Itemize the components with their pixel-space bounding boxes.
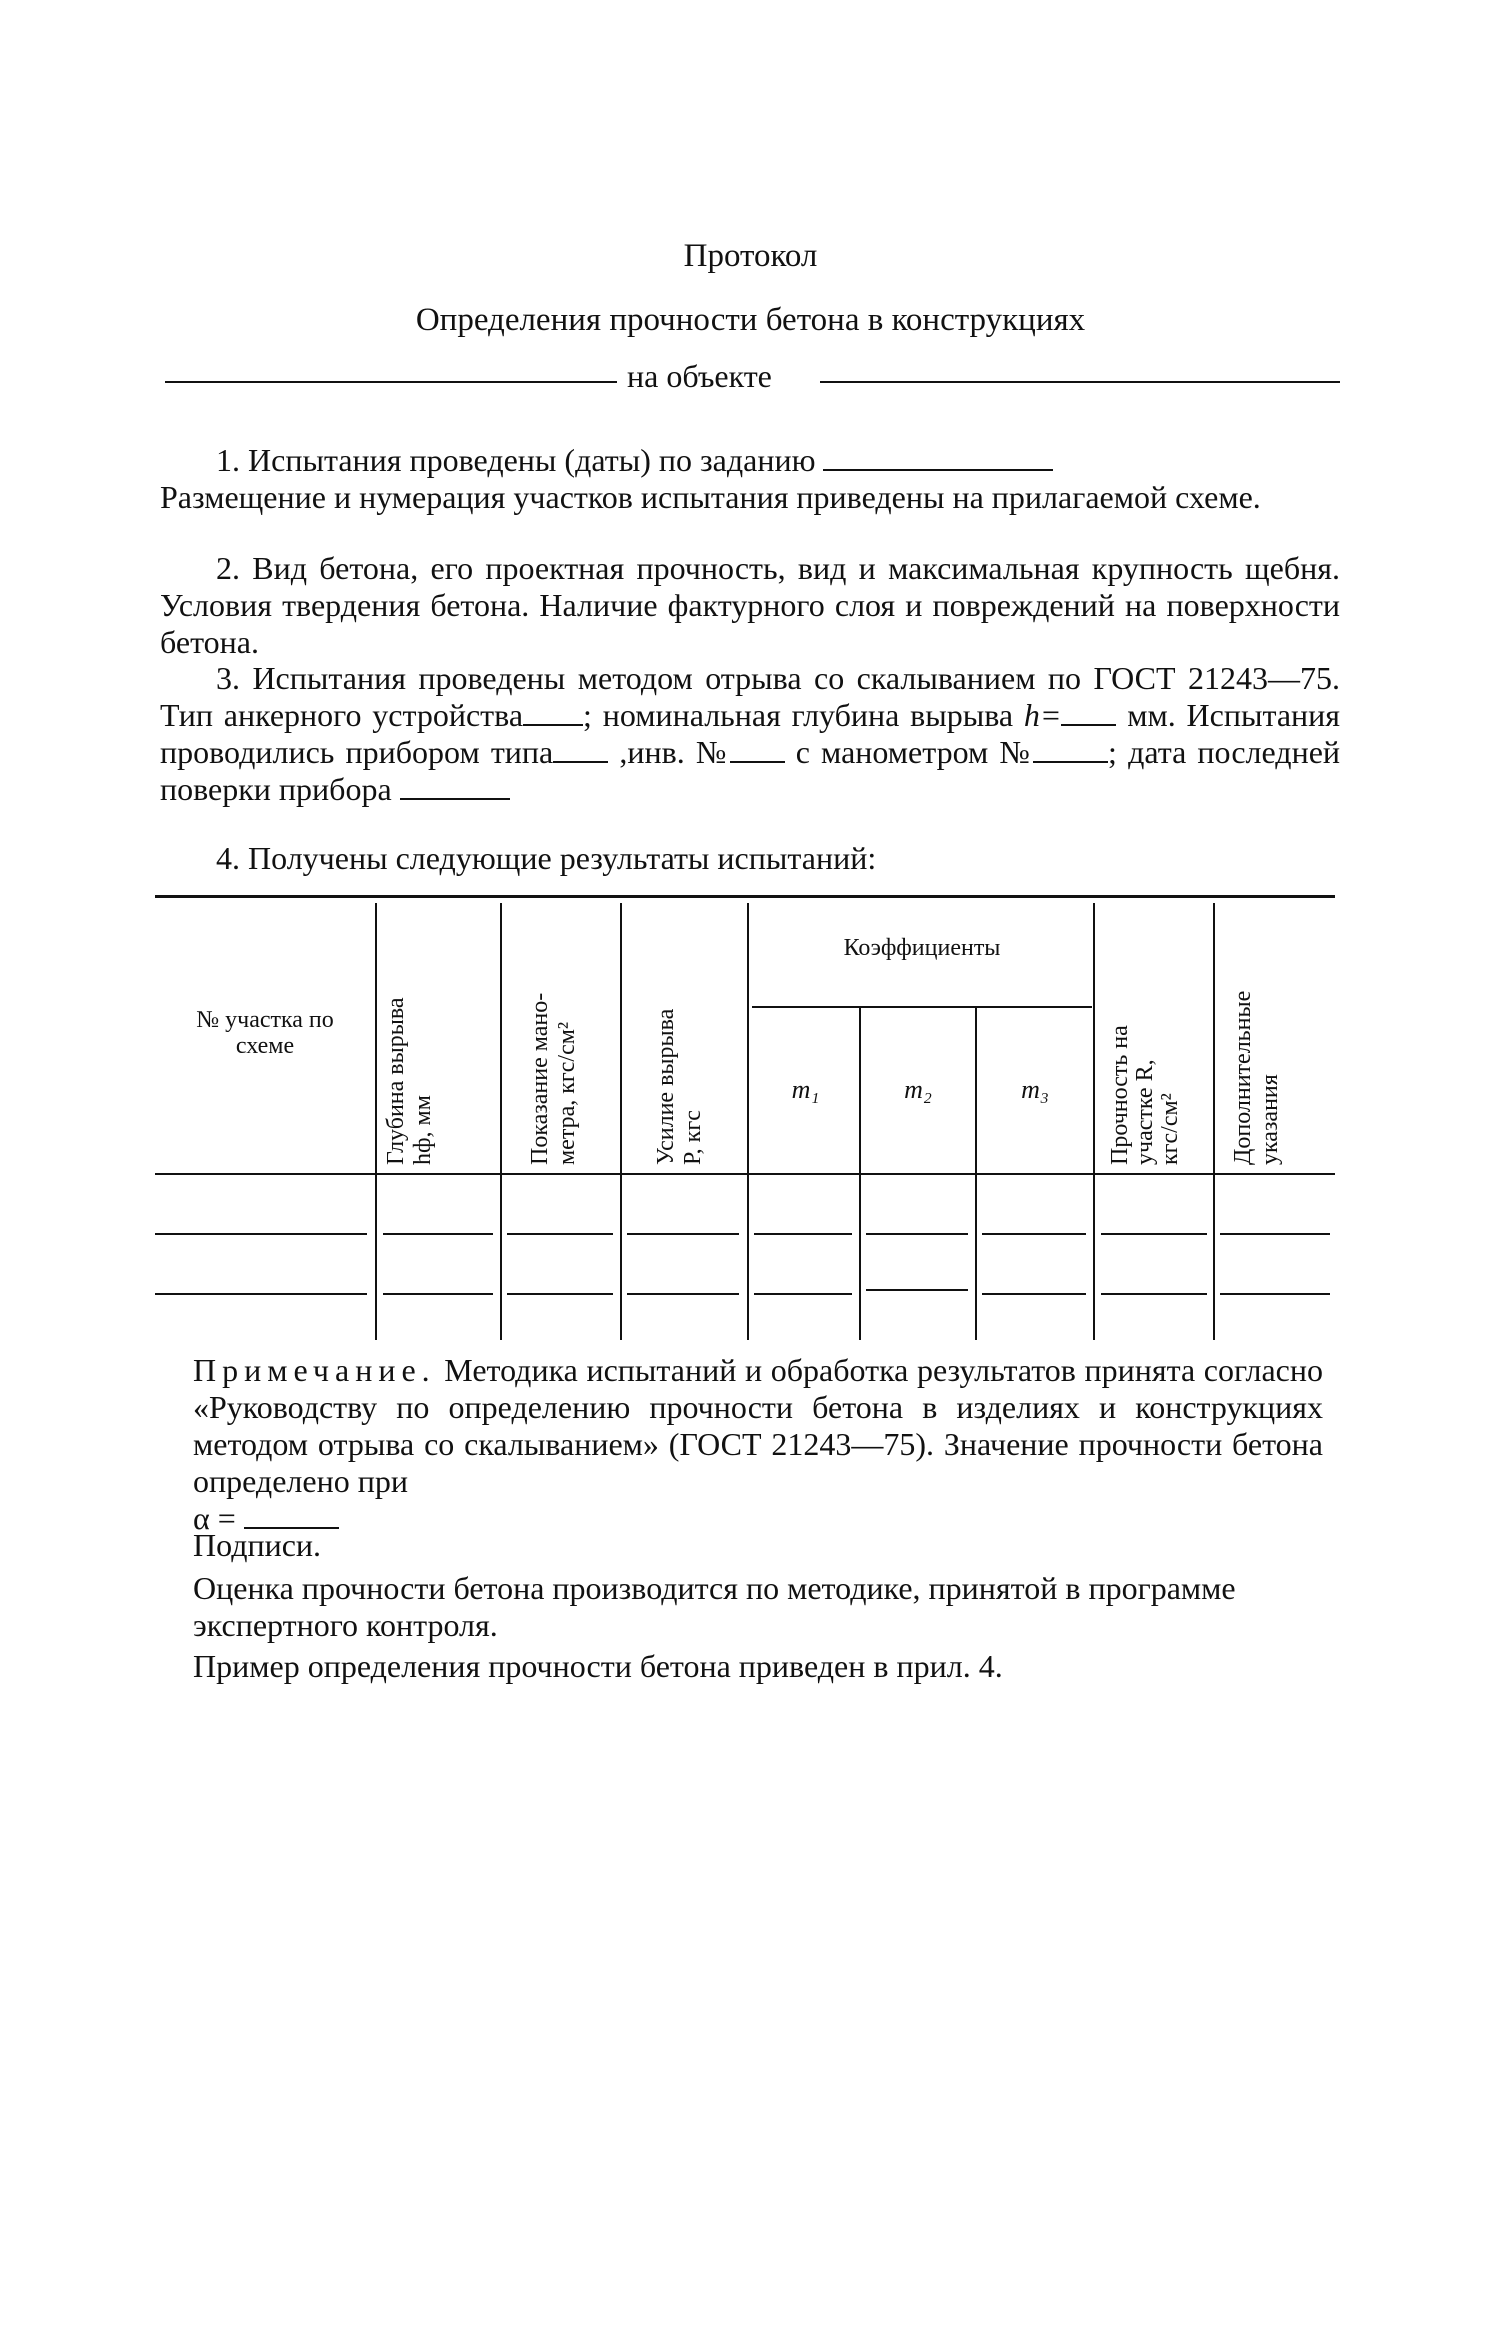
- table-row-blank: [754, 1233, 852, 1235]
- table-row-blank: [1101, 1233, 1207, 1235]
- table-row-blank: [627, 1233, 739, 1235]
- col-divider: [1213, 903, 1215, 1340]
- item-3-part-a: 3. Испытания проведены методом отрыва со скалыванием по ГОСТ 21243—75. Тип анкерного устройства: [160, 660, 1340, 733]
- header-depth-line-2: hф, мм: [410, 1095, 436, 1165]
- header-notes: [1230, 991, 1284, 1165]
- alpha-blank: [244, 1507, 339, 1529]
- object-label: на объекте: [627, 358, 772, 394]
- col-divider: [1093, 903, 1095, 1340]
- manometer-blank: [1033, 741, 1108, 763]
- example-text: Пример определения прочности бетона приведен в прил. 4.: [193, 1648, 1003, 1684]
- header-notes-line-1: Дополнительные: [1230, 990, 1256, 1165]
- assessment-text: Оценка прочности бетона производится по методике, принятой в программе экспертного контроля.: [193, 1570, 1236, 1643]
- header-plot-number: № участка по схеме: [196, 1007, 334, 1059]
- coef-m1: m₁: [791, 1075, 820, 1104]
- device-type-blank: [553, 741, 608, 763]
- task-blank: [823, 449, 1053, 471]
- header-notes-line-2: указания: [1257, 1074, 1283, 1165]
- header-force: [653, 1009, 707, 1165]
- table-row-blank: [982, 1293, 1086, 1295]
- item-3: [160, 660, 1340, 808]
- table-row-blank: [507, 1233, 613, 1235]
- item-4-text: 4. Получены следующие результаты испытаний:: [216, 840, 877, 876]
- object-blank-right: [820, 381, 1340, 383]
- table-row-blank: [383, 1293, 493, 1295]
- header-strength-line-3: кгс/см²: [1157, 1093, 1183, 1165]
- item-3-part-f: ; дата последней поверки прибора: [160, 734, 1341, 807]
- object-blank-left: [165, 381, 617, 383]
- depth-blank: [1061, 704, 1116, 726]
- anchor-type-blank: [523, 704, 583, 726]
- coef-group-rule: [752, 1006, 1092, 1008]
- table-row-blank: [1220, 1233, 1330, 1235]
- item-3-part-c: мм. Испытания проводились прибором типа: [160, 697, 1340, 770]
- item-3-part-e: с манометром №: [795, 734, 1034, 770]
- note-text: Методика испытаний и обработка результатов принята согласно «Руководству по определению прочности бетона в изделиях и конструкциях методом отрыва со скалыванием» (ГОСТ 21243—75). Значение прочности бетона определено при: [193, 1352, 1324, 1499]
- coef-m3: m₃: [1021, 1075, 1049, 1104]
- header-strength-line-1: Прочность на: [1107, 1025, 1133, 1165]
- calibration-date-blank: [400, 778, 510, 800]
- signatures: Подписи.: [193, 1527, 322, 1563]
- item-1-text: 1. Испытания проведены (даты) по заданию: [216, 442, 816, 478]
- header-coefficients: Коэффициенты: [843, 935, 1001, 961]
- table-top-rule: [155, 895, 1335, 898]
- col-divider: [620, 903, 622, 1340]
- table-row-blank: [155, 1293, 367, 1295]
- table-row-blank: [155, 1233, 367, 1235]
- col-divider: [375, 903, 377, 1340]
- table-row-blank: [982, 1233, 1086, 1235]
- table-row-blank: [1220, 1293, 1330, 1295]
- protocol-subtitle: Определения прочности бетона в конструкциях: [415, 302, 1086, 338]
- item-2-text: 2. Вид бетона, его проектная прочность, вид и максимальная крупность щебня. Условия твердения бетона. Наличие фактурного слоя и повреждений на поверхности бетона.: [160, 550, 1340, 660]
- header-gauge: [527, 993, 581, 1165]
- note-lead: Примечание.: [193, 1352, 436, 1388]
- results-table: [155, 895, 1335, 1340]
- alpha-label: α =: [193, 1500, 236, 1536]
- item-3-part-b: ; номинальная глубина вырыва: [583, 697, 1014, 733]
- item-1: [160, 442, 1340, 516]
- table-header-rule: [155, 1173, 1335, 1175]
- item-3-part-d: ,инв. №: [619, 734, 730, 770]
- header-force-line-1: Усилие вырыва: [653, 1008, 679, 1165]
- header-depth: [383, 997, 437, 1165]
- table-row-blank: [866, 1233, 968, 1235]
- protocol-title: Протокол: [683, 238, 818, 274]
- inventory-blank: [730, 741, 785, 763]
- col-divider: [747, 903, 749, 1340]
- header-depth-line-1: Глубина вырыва: [383, 997, 409, 1165]
- depth-symbol: h=: [1023, 697, 1062, 733]
- table-row-blank: [507, 1293, 613, 1295]
- header-force-line-2: P, кгс: [680, 1110, 706, 1165]
- header-gauge-line-1: Показание мано-: [527, 992, 553, 1165]
- table-row-blank: [1101, 1293, 1207, 1295]
- note-block: [193, 1352, 1323, 1537]
- table-row-blank: [383, 1233, 493, 1235]
- item-1-continuation: Размещение и нумерация участков испытания приведены на прилагаемой схеме.: [160, 479, 1261, 515]
- item-4: [160, 840, 1340, 877]
- coef-m2: m₂: [904, 1075, 932, 1104]
- col-divider: [500, 903, 502, 1340]
- col-divider: [859, 1008, 861, 1340]
- table-row-blank: [627, 1293, 739, 1295]
- table-row-blank: [754, 1293, 852, 1295]
- header-gauge-line-2: метра, кгс/см²: [554, 1021, 580, 1165]
- table-row-blank: [866, 1289, 968, 1291]
- header-strength-line-2: участке R,: [1132, 1059, 1158, 1165]
- col-divider: [975, 1008, 977, 1340]
- object-line: [165, 358, 1340, 400]
- header-strength: [1108, 1025, 1183, 1165]
- item-2: [160, 550, 1340, 661]
